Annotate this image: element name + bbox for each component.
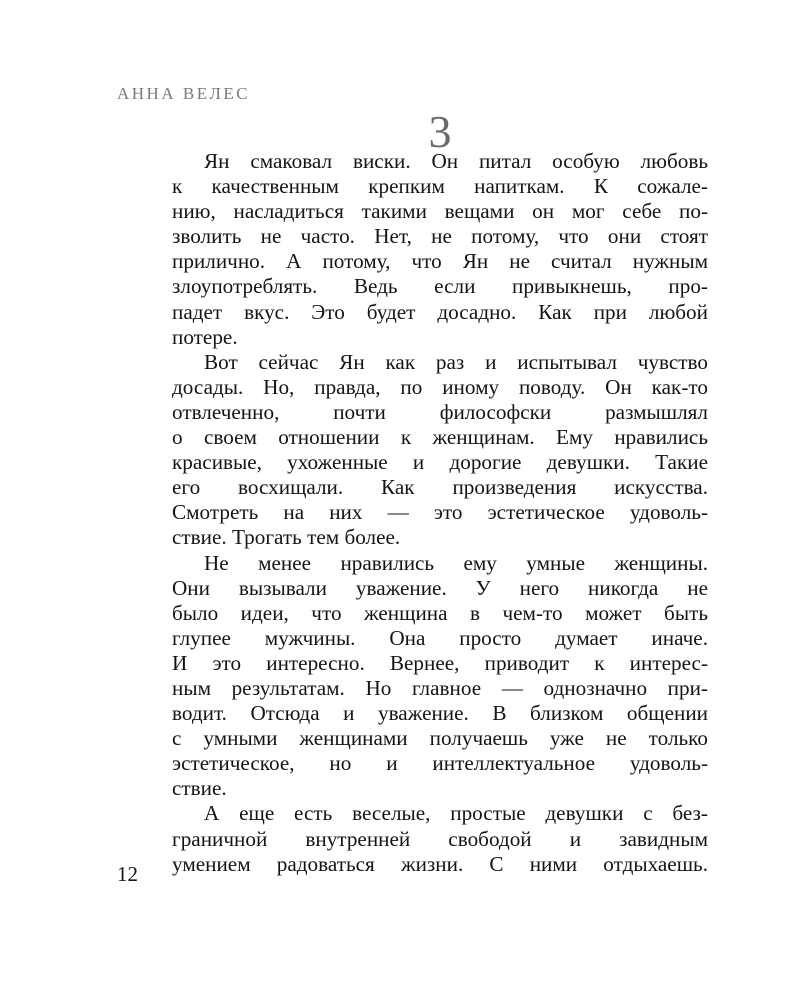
text-line: досады. Но, правда, по иному поводу. Он как-то	[172, 374, 708, 399]
text-line: прилично. А потому, что Ян не считал нужным	[172, 249, 708, 274]
running-head: АННА ВЕЛЕС	[117, 84, 251, 103]
page-number: 12	[117, 862, 138, 886]
body-text	[172, 149, 708, 877]
text-line: с умными женщинами получаешь уже не только	[172, 726, 708, 751]
text-line: его восхищали. Как произведения искусства.	[172, 475, 708, 500]
text-line: И это интересно. Вернее, приводит к интерес-	[172, 650, 708, 675]
text-line: отвлеченно, почти философски размышлял	[172, 399, 708, 424]
text-line: умением радоваться жизни. С ними отдыхаешь.	[172, 851, 708, 876]
text-line: о своем отношении к женщинам. Ему нравились	[172, 425, 708, 450]
text-line: красивые, ухоженные и дорогие девушки. Такие	[172, 450, 708, 475]
text-line: нию, насладиться такими вещами он мог себе по-	[172, 199, 708, 224]
text-line: к качественным крепким напиткам. К сожале-	[172, 174, 708, 199]
text-line: глупее мужчины. Она просто думает иначе.	[172, 625, 708, 650]
text-line: Вот сейчас Ян как раз и испытывал чувство	[204, 349, 708, 374]
text-line: Не менее нравились ему умные женщины.	[204, 550, 708, 575]
text-line: граничной внутренней свободой и завидным	[172, 826, 708, 851]
text-line: ствие. Трогать тем более.	[172, 525, 401, 550]
text-line: Смотреть на них — это эстетическое удоволь-	[172, 500, 708, 525]
text-line: падет вкус. Это будет досадно. Как при любой	[172, 299, 708, 324]
text-line: ствие.	[172, 776, 227, 801]
text-line: Ян смаковал виски. Он питал особую любовь	[204, 149, 708, 173]
text-line: ным результатам. Но главное — однозначно при-	[172, 675, 708, 700]
text-line: эстетическое, но и интеллектуальное удоволь-	[172, 751, 708, 776]
text-line: зволить не часто. Нет, не потому, что они стоят	[172, 224, 708, 249]
text-line: было идеи, что женщина в чем-то может быть	[172, 600, 708, 625]
text-line: водит. Отсюда и уважение. В близком общении	[172, 701, 708, 726]
chapter-number: 3	[428, 106, 452, 157]
text-line: потере.	[172, 324, 238, 349]
text-line: А еще есть веселые, простые девушки с без-	[204, 801, 708, 826]
text-line: Они вызывали уважение. У него никогда не	[172, 575, 708, 600]
text-line: злоупотреблять. Ведь если привыкнешь, про-	[172, 274, 708, 299]
